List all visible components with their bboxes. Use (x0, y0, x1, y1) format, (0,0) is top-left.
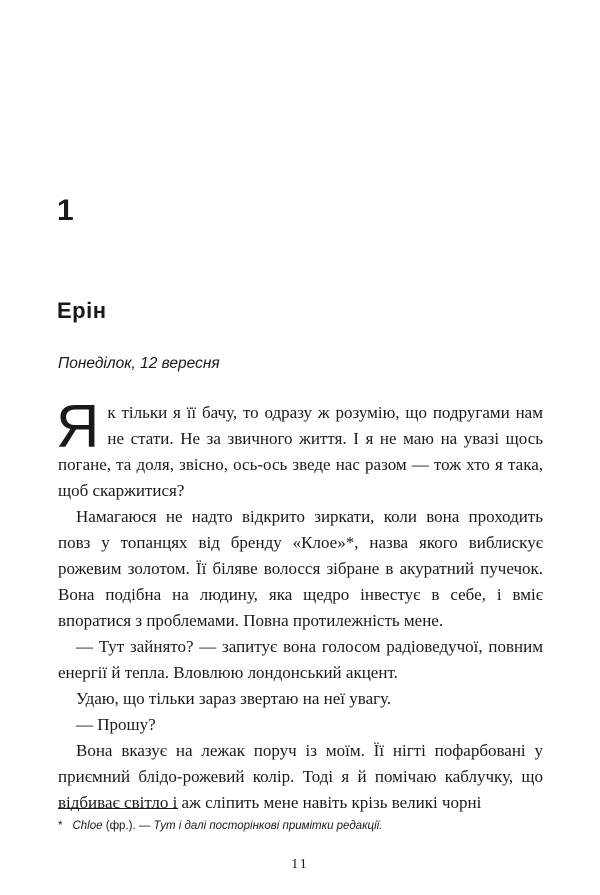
footnote-term: Chloe (72, 820, 103, 832)
footnote-lang: (фр.). — (102, 820, 154, 832)
paragraph: — Тут зайнято? — запитує вона голосом радіоведучої, повним енергії й тепла. Вловлюю лондонський акцент. (58, 637, 543, 682)
paragraph (56, 393, 543, 504)
chapter-title: Ерін (57, 298, 107, 323)
footnote (58, 818, 543, 834)
chapter-date: Понеділок, 12 вересня (58, 355, 220, 372)
drop-cap: Я (56, 393, 100, 460)
page-number: 11 (291, 857, 309, 872)
chapter-number: 1 (57, 194, 74, 227)
paragraph: — Прошу? (76, 715, 156, 734)
footnote-text: Тут і далі посторінкові примітки редакції. (153, 820, 383, 832)
paragraph: Намагаюся не надто відкрито зиркати, коли вона проходить повз у топанцях від бренду «Клое»*, назва якого виблискує рожевим золотом. Її біляве волосся зібране в акуратний пучечок. Вона подібна на людину, яка щедро інвестує в себе, і вміє впоратися з проблемами. Повна протилежність мене. (58, 507, 543, 630)
body-text (56, 393, 543, 816)
paragraph: Удаю, що тільки зараз звертаю на неї увагу. (76, 689, 392, 708)
paragraph-text: к тільки я її бачу, то одразу ж розумію, що подругами нам не стати. Не за звичного життя. І я не маю на увазі щось погане, та доля, звісно, ось-ось зведе нас разом — тож хто я така, щоб скаржитися? (58, 403, 543, 500)
footnote-mark: * (58, 820, 63, 832)
footnote-divider (58, 808, 178, 809)
paragraph: Вона вказує на лежак поруч із моїм. Її нігті пофарбовані у приємний блідо-рожевий колір. Тоді я й помічаю каблучку, що відбиває світло і аж сліпить мене навіть крізь великі чорні (58, 741, 543, 812)
